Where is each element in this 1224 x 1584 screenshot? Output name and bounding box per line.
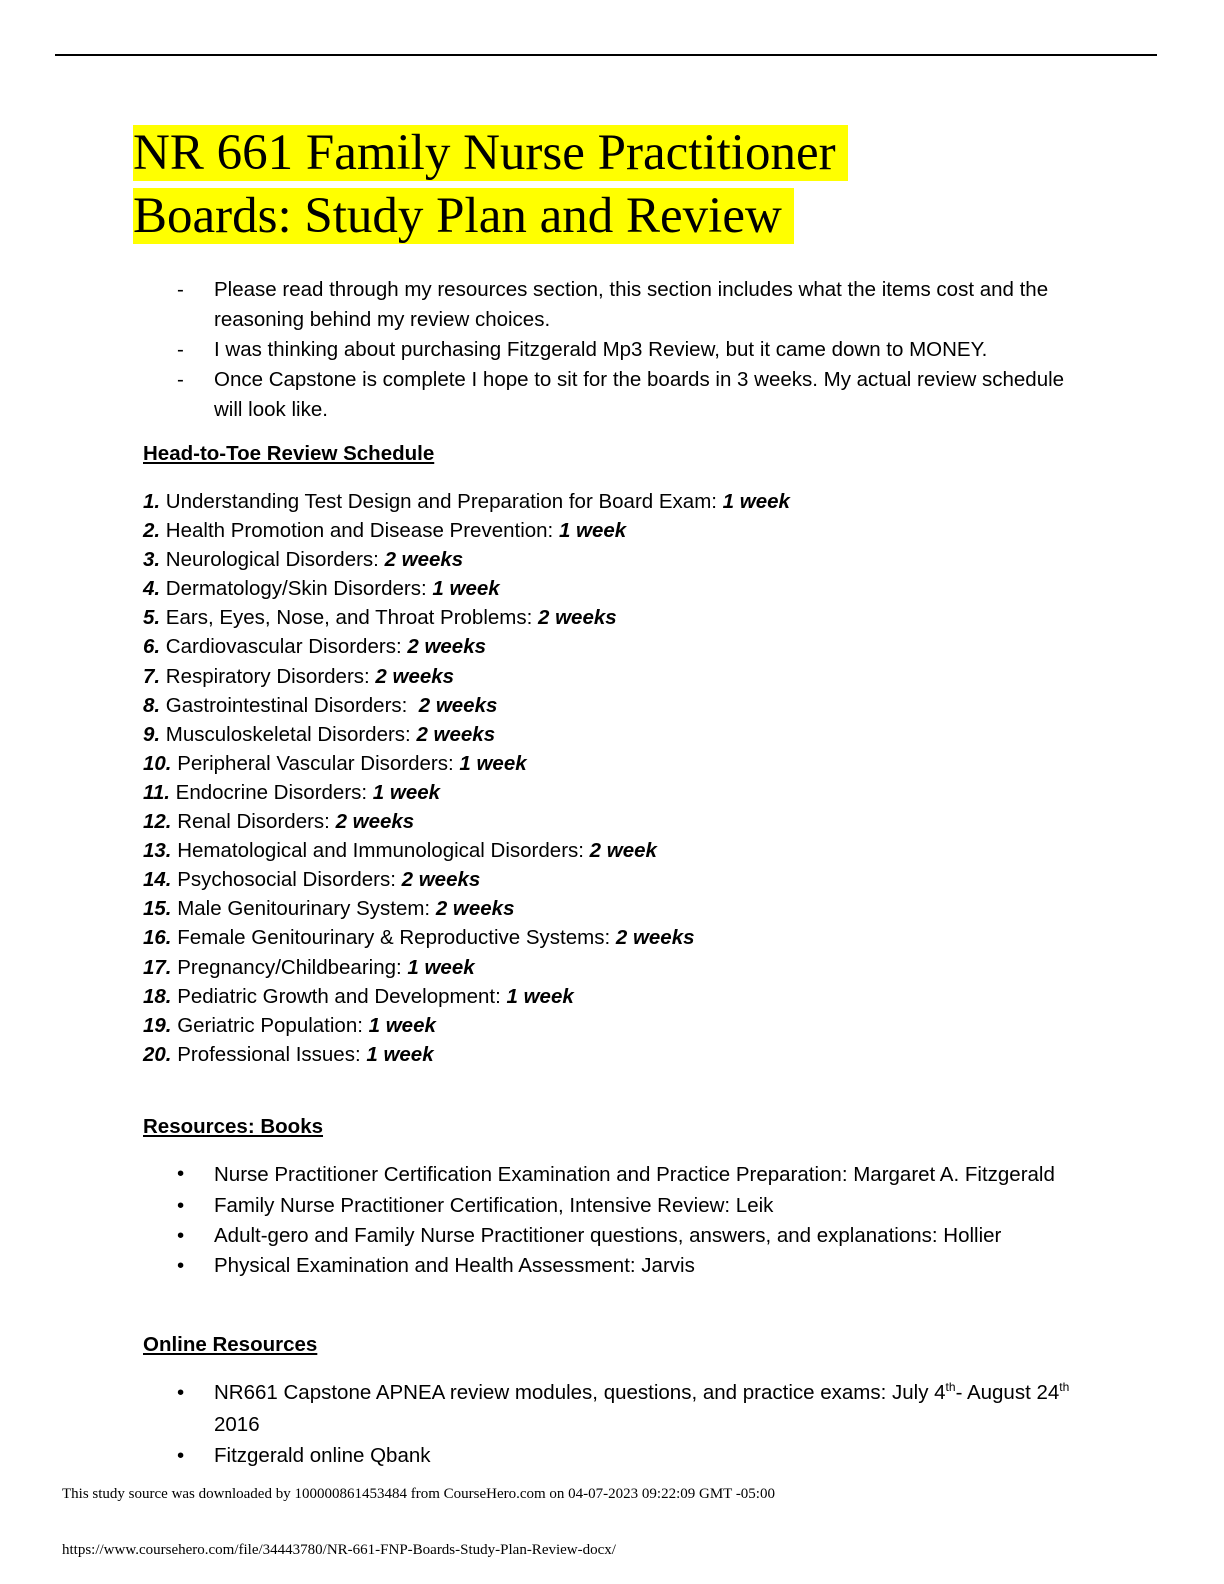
schedule-item-number: 16. [143,926,172,950]
dash-marker: - [177,368,184,391]
schedule-item [143,1011,790,1040]
book-item-text: Nurse Practitioner Certification Examination and Practice Preparation: Margaret A. Fitzgerald [214,1163,1055,1186]
schedule-item-topic: Pediatric Growth and Development: [171,984,507,1008]
title-line-2: Boards: Study Plan and Review [133,188,794,244]
schedule-heading: Head-to-Toe Review Schedule [143,442,435,465]
schedule-item-number: 20. [143,1042,172,1066]
document-title [133,122,848,248]
schedule-item-topic: Psychosocial Disorders: [171,868,402,892]
schedule-item-duration: 1 week [459,751,527,775]
intro-bullet-text: Please read through my resources section, this section includes what the items cost and the reasoning behind my review choices. [214,278,1049,331]
book-item [133,1221,1093,1251]
bullet-dot-icon: • [177,1254,185,1277]
schedule-item-duration: 2 weeks [401,868,481,892]
bullet-dot-icon: • [177,1162,185,1185]
schedule-item-number: 2. [143,519,161,543]
intro-bullet-text: Once Capstone is complete I hope to sit for the boards in 3 weeks. My actual review schedule will look like. [214,368,1065,421]
book-item-text: Family Nurse Practitioner Certification, Intensive Review: Leik [214,1194,774,1217]
dash-marker: - [177,278,184,301]
dash-marker: - [177,338,184,361]
schedule-item-duration: 1 week [506,984,574,1008]
schedule-item-number: 14. [143,868,172,892]
schedule-item [143,487,790,516]
intro-bullet-text: I was thinking about purchasing Fitzgerald Mp3 Review, but it came down to MONEY. [214,338,988,361]
schedule-item-topic: Dermatology/Skin Disorders: [160,577,433,601]
bullet-dot-icon: • [177,1224,185,1247]
schedule-item-duration: 2 week [589,839,657,863]
schedule-item-topic: Respiratory Disorders: [160,664,376,688]
schedule-item [143,691,790,720]
schedule-item-number: 9. [143,722,161,746]
schedule-item-number: 17. [143,955,172,979]
schedule-list [143,487,790,1069]
online-item [133,1377,1093,1441]
schedule-item [143,836,790,865]
intro-bullet [133,365,1093,425]
schedule-item [143,516,790,545]
schedule-item [143,1040,790,1069]
download-notice: This study source was downloaded by 100000861453484 from CourseHero.com on 04-07-2023 09:22:09 GMT -05:00 [62,1486,775,1502]
schedule-item-topic: Understanding Test Design and Preparation for Board Exam: [160,490,723,513]
schedule-item-topic: Hematological and Immunological Disorders: [171,839,590,863]
online-resources-list [133,1377,1093,1471]
schedule-item-duration: 2 weeks [538,606,617,630]
schedule-item [143,720,790,749]
book-item [133,1159,1093,1191]
schedule-item-topic: Endocrine Disorders: [169,780,373,804]
schedule-item [143,923,790,952]
online-resources-heading: Online Resources [143,1333,318,1356]
schedule-item-duration: 2 weeks [435,897,515,921]
schedule-item-number: 13. [143,839,172,863]
book-item [133,1251,1093,1281]
online-item-text-1a: NR661 Capstone APNEA review modules, questions, and practice exams: July 4 [214,1381,946,1404]
book-item-text: Physical Examination and Health Assessment: Jarvis [214,1254,695,1277]
schedule-item-topic: Peripheral Vascular Disorders: [171,751,460,775]
schedule-item-number: 18. [143,984,172,1008]
source-url-link[interactable]: https://www.coursehero.com/file/34443780/NR-661-FNP-Boards-Study-Plan-Review-docx/ [62,1542,616,1558]
schedule-item-duration: 1 week [558,519,627,543]
schedule-item-duration: 1 week [722,490,790,513]
schedule-item-topic: Male Genitourinary System: [171,897,436,921]
schedule-item-number: 11. [143,780,170,804]
schedule-item [143,865,790,894]
schedule-item-number: 5. [143,606,161,630]
schedule-item [143,662,790,691]
schedule-item-duration: 2 weeks [384,548,464,572]
book-item-text: Adult-gero and Family Nurse Practitioner questions, answers, and explanations: Hollier [214,1224,1002,1247]
schedule-item-topic: Pregnancy/Childbearing: [171,955,408,979]
online-item-text-1b: - August 24 [955,1381,1060,1404]
schedule-item-duration: 2 weeks [615,926,695,950]
online-item-text-1c: 2016 [214,1413,260,1436]
schedule-item-number: 12. [143,810,172,834]
schedule-item-duration: 2 weeks [375,664,455,688]
schedule-item-number: 15. [143,897,172,921]
schedule-item-duration: 2 weeks [416,722,496,746]
schedule-item [143,778,790,807]
schedule-item [143,894,790,923]
schedule-item-duration: 1 week [372,780,441,804]
schedule-item-duration: 1 week [368,1013,436,1037]
schedule-item-duration: 1 week [432,577,500,601]
schedule-item-topic: Health Promotion and Disease Prevention: [160,519,559,543]
schedule-item-number: 19. [143,1013,172,1037]
schedule-item-topic: Geriatric Population: [171,1013,369,1037]
schedule-item-topic: Cardiovascular Disorders: [160,635,408,659]
schedule-item [143,545,790,574]
schedule-item-duration: 2 weeks [418,693,498,717]
schedule-item-number: 4. [143,577,161,601]
schedule-item-number: 8. [143,693,161,717]
schedule-item-number: 10. [143,751,172,775]
book-item [133,1191,1093,1221]
bullet-dot-icon: • [177,1381,185,1404]
schedule-item [143,749,790,778]
intro-bullet-list [133,275,1093,425]
schedule-item-duration: 2 weeks [335,810,415,834]
schedule-item-duration: 1 week [366,1042,434,1066]
schedule-item [143,574,790,603]
schedule-item-topic: Ears, Eyes, Nose, and Throat Problems: [160,606,539,630]
schedule-item-duration: 2 weeks [407,635,486,659]
top-horizontal-rule [55,54,1157,56]
schedule-item-topic: Professional Issues: [171,1042,367,1066]
bullet-dot-icon: • [177,1444,185,1467]
online-item [133,1441,1093,1471]
superscript: th [1059,1380,1070,1395]
schedule-item [143,953,790,982]
bullet-dot-icon: • [177,1194,185,1217]
schedule-item-number: 1. [143,490,161,513]
intro-bullet [133,335,1093,365]
schedule-item-topic: Musculoskeletal Disorders: [160,722,417,746]
schedule-item-number: 6. [143,635,161,659]
schedule-item [143,982,790,1011]
schedule-item-duration: 1 week [407,955,475,979]
books-heading: Resources: Books [143,1115,324,1138]
books-list [133,1159,1093,1281]
schedule-item-number: 3. [143,548,161,572]
schedule-item-topic: Neurological Disorders: [160,548,385,572]
intro-bullet [133,275,1093,335]
schedule-item [143,603,790,632]
title-line-1: NR 661 Family Nurse Practitioner [133,125,848,181]
superscript: th [945,1380,956,1395]
schedule-item [143,807,790,836]
schedule-item-topic: Gastrointestinal Disorders: [160,693,419,717]
schedule-item-topic: Female Genitourinary & Reproductive Systems: [171,926,616,950]
schedule-item-topic: Renal Disorders: [171,810,336,834]
online-item-text-2: Fitzgerald online Qbank [214,1444,431,1467]
schedule-item-number: 7. [143,664,161,688]
schedule-item [143,632,790,661]
